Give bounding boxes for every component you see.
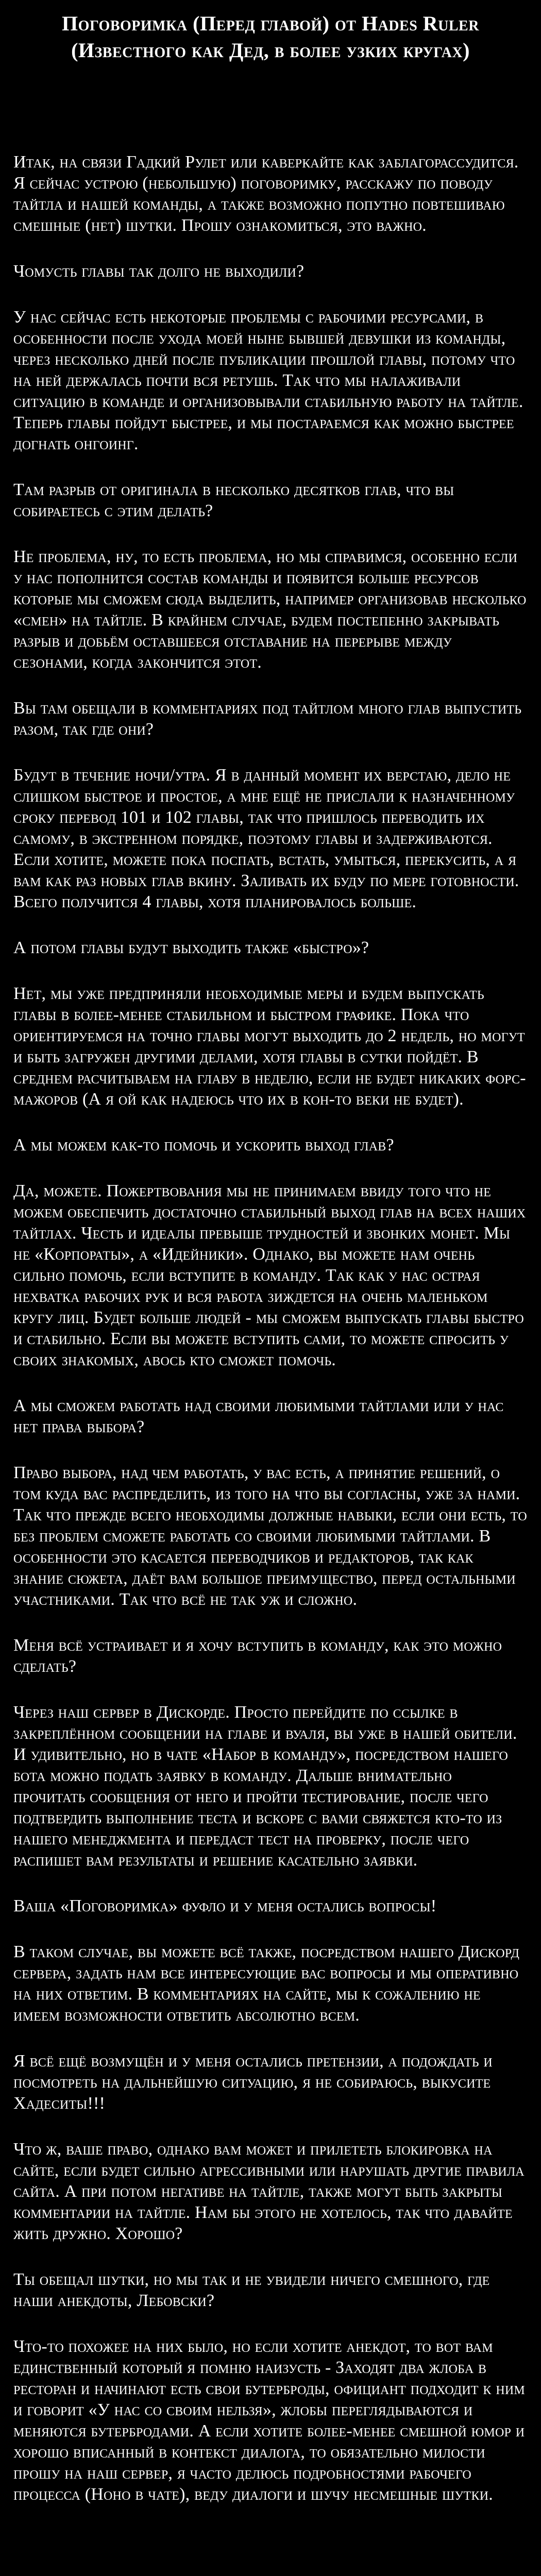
question-delay: Чомусть главы так долго не выходили? xyxy=(13,262,305,281)
answer-join: Через наш сервер в Дискорде. Просто перейдите по ссылке в закреплённом сообщении на главе и вуаля, вы уже в нашей обители. И удивительно, но в чате «Набор в команду», посредством нашего бота можно подать заявку в команду. Дальше внимательно прочитать сообщения от него и пройти тестирование, после чего подтвердить выполнение теста и вскоре с вами свяжется кто-то из нашего менеджмента и передаст тест на проверку, после чего распишет вам результаты и решение касательно заявки. xyxy=(13,1703,517,1870)
answer-complaints: Что ж, ваше право, однако вам может и прилететь блокировка на сайте, если будет сильно агрессивными или нарушать другие правила сайта. А при потом негативе на тайтле, также могут быть закрыты комментарии на тайтле. Нам бы этого не хотелось, так что давайте жить дружно. Хорошо? xyxy=(13,2140,525,2243)
question-gap: Там разрыв от оригинала в несколько десятков глав, что вы собираетесь с этим делать? xyxy=(13,480,454,520)
answer-choice: Право выбора, над чем работать, у вас есть, а принятие решений, о том куда вас распределить, из того на что вы согласны, уже за нами. Так что прежде всего необходимы должные навыки, если они есть, то без проблем сможете работать со своими любимыми тайтлами. В особенности это касается переводчиков и редакторов, так как знание сюжета, даёт вам большое преимущество, перед остальными участниками. Так что всё не так уж и сложно. xyxy=(13,1463,527,1609)
answer-promised-chapters: Будут в течение ночи/утра. Я в данный момент их верстаю, дело не слишком быстрое и простое, а мне ещё не прислали к назначенному сроку перевод 101 и 102 главы, так что пришлось переводить их самому, в экстренном порядке, поэтому главы и задерживаются. Если хотите, можете пока поспать, встать, умыться, перекусить, а я вам как раз новых глав вкину. Заливать их буду по мере готовности. Всего получится 4 главы, хотя планировалось больше. xyxy=(13,766,519,911)
question-choice: А мы сможем работать над своими любимыми тайтлами или у нас нет права выбора? xyxy=(13,1396,504,1436)
question-join: Меня всё устраивает и я хочу вступить в команду, как это можно сделать? xyxy=(13,1636,502,1676)
question-complaints: Я всё ещё возмущён и у меня остались претензии, а подождать и посмотреть на дальнейшую ситуацию, я не собираюсь, выкусите Хадеситы!!! xyxy=(13,2052,493,2113)
question-schedule: А потом главы будут выходить также «быстро»? xyxy=(13,938,369,957)
answer-jokes: Что-то похожее на них было, но если хотите анекдот, то вот вам единственный который я помню наизусть - Заходят два жлоба в ресторан и начинают есть свои бутерброды, официант подходит к ним и говорит «У нас со своим нельзя», жлобы переглядываются и меняются бутербродами. А если хотите более-менее смешной юмор и хорошо вписанный в контекст диалога, то обязательно милости прошу на наш сервер, я часто делюсь подробностями рабочего процесса (Ноно в чате), веду диалоги и шучу несмешные шутки. xyxy=(13,2337,525,2504)
article-body xyxy=(13,151,528,2505)
page-title xyxy=(13,10,528,64)
title-spacer xyxy=(13,64,528,151)
question-jokes: Ты обещал шутки, но мы так и не увидели ничего смешного, где наши анекдоты, Лебовски? xyxy=(13,2270,490,2310)
answer-schedule: Нет, мы уже предприняли необходимые меры и будем выпускать главы в более-менее стабильном и быстром графике. Пока что ориентируемся на точно главы могут выходить до 2 недель, но могут и быть загружен другими делами, хотя главы в сутки пойдёт. В среднем расчитываем на главу в неделю, если не будет никаких форс-мажоров (А я ой как надеюсь что их в кон-то веки не будет). xyxy=(13,984,526,1109)
question-more: Ваша «Поговоримка» фуфло и у меня остались вопросы! xyxy=(13,1896,437,1916)
answer-more: В таком случае, вы можете всё также, посредством нашего Дискорд сервера, задать нам все интересующие вас вопросы и мы оперативно на них ответим. В комментариях на сайте, мы к сожалению не имеем возможности ответить абсолютно всем. xyxy=(13,1942,520,2025)
answer-delay: У нас сейчас есть некоторые проблемы с рабочими ресурсами, в особенности после ухода моей ныне бывшей девушки из команды, через несколько дней после публикации прошлой главы, потому что на ней держалась почти вся ретушь. Так что мы налаживали ситуацию в команде и организовывали стабильную работу на тайтле. Теперь главы пойдут быстрее, и мы постараемся как можно быстрее догнать онгоинг. xyxy=(13,308,523,453)
question-help: А мы можем как-то помочь и ускорить выход глав? xyxy=(13,1136,394,1155)
answer-gap: Не проблема, ну, то есть проблема, но мы справимся, особенно если у нас пополнится состав команды и появится больше ресурсов которые мы сможем сюда выделить, например организовав несколько «смен» на тайтле. В крайнем случае, будем постепенно закрывать разрыв и добьём оставшееся отставание на перерыве между сезонами, когда закончится этот. xyxy=(13,547,527,672)
answer-help: Да, можете. Пожертвования мы не принимаем ввиду того что не можем обеспечить достаточно стабильный выход глав на всех наших тайтлах. Честь и идеалы превыше трудностей и звонких монет. Мы не «Корпораты», а «Идейники». Однако, вы можете нам очень сильно помочь, если вступите в команду. Так как у нас острая нехватка рабочих рук и вся работа зиждется на очень маленьком кругу лиц. Будет больше людей - мы сможем выпускать главы быстро и стабильно. Если вы можете вступить сами, то можете спросить у своих знакомых, авось кто сможет помочь. xyxy=(13,1181,526,1369)
paragraph-intro: Итак, на связи Гадкий Рулет или каверкайте как заблагорассудится. Я сейчас устрою (небольшую) поговоримку, расскажу по поводу тайтла и нашей команды, а также возможно попутно повтешиваю смешные (нет) шутки. Прошу ознакомиться, это важно. xyxy=(13,152,519,235)
title-line-2: (Известного как Дед, в более узких кругах) xyxy=(71,39,470,62)
title-line-1: Поговоримка (Перед главой) от Hades Ruler xyxy=(62,12,479,35)
question-promised-chapters: Вы там обещали в комментариях под тайтлом много глав выпустить разом, так где они? xyxy=(13,699,522,739)
